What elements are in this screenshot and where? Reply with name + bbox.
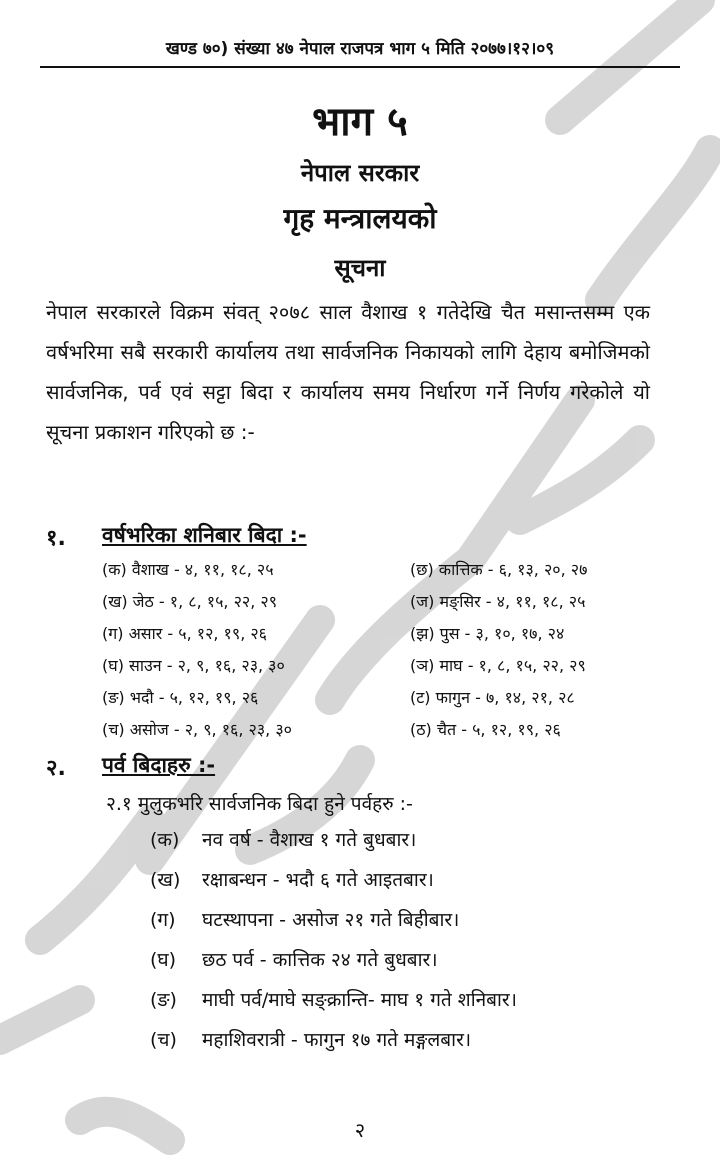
saturday-entry: (ट) फागुन - ७, १४, २१, २८: [410, 688, 575, 707]
government-heading: नेपाल सरकार: [300, 159, 420, 187]
list-item: [150, 906, 690, 946]
list-marker: (घ): [150, 949, 177, 971]
header-rule: [40, 66, 680, 68]
section-2-number: २.: [46, 756, 66, 781]
list-marker: (च): [150, 1029, 177, 1051]
notice-title: सूचना: [334, 254, 386, 282]
saturday-entry: (च) असोज - २, ९, १६, २३, ३०: [102, 720, 292, 739]
section-1-title: वर्षभरिका शनिबार बिदा :-: [102, 523, 307, 547]
section-2-title: पर्व बिदाहरु :-: [102, 753, 216, 777]
gazette-header: खण्ड ७०) संख्या ४७ नेपाल राजपत्र भाग ५ मिति २०७७।१२।०९: [165, 39, 555, 59]
list-item: [150, 1026, 690, 1066]
intro-paragraph: नेपाल सरकारले विक्रम संवत् २०७८ साल वैशाख १ गतेदेखि चैत मसान्तसम्म एक वर्षभरिमा सबै सरकारी कार्यालय तथा सार्वजनिक निकायको लागि देहाय बमोजिमको सार्वजनिक, पर्व एवं सट्टा बिदा र कार्यालय समय निर्धारण गर्ने निर्णय गरेकोले यो सूचना प्रकाशन गरिएको छ :-: [46, 300, 650, 444]
festival-text: नव वर्ष - वैशाख १ गते बुधबार।: [202, 829, 417, 851]
list-item: [102, 590, 682, 622]
festival-text: माघी पर्व/माघे सङ्क्रान्ति- माघ १ गते शनिबार।: [202, 989, 517, 1011]
saturday-holiday-list: [102, 558, 682, 750]
list-item: [102, 558, 682, 590]
saturday-entry: (ज) मङ्सिर - ४, ११, १८, २५: [410, 592, 586, 611]
list-item: [150, 826, 690, 866]
section-1-number: १.: [46, 526, 66, 551]
festival-text: रक्षाबन्धन - भदौ ६ गते आइतबार।: [202, 869, 434, 891]
saturday-entry: (ठ) चैत - ५, १२, १९, २६: [410, 720, 561, 739]
festival-text: घटस्थापना - असोज २१ गते बिहीबार।: [202, 909, 460, 931]
saturday-entry: (ङ) भदौ - ५, १२, १९, २६: [102, 688, 259, 707]
saturday-entry: (घ) साउन - २, ९, १६, २३, ३०: [102, 656, 285, 675]
list-item: [102, 654, 682, 686]
saturday-entry: (ञ) माघ - १, ८, १५, २२, २९: [410, 656, 586, 675]
list-item: [102, 686, 682, 718]
ministry-heading: गृह मन्त्रालयको: [283, 202, 437, 235]
saturday-entry: (क) वैशाख - ४, ११, १८, २५: [102, 560, 274, 579]
festival-holiday-list: [150, 826, 690, 1066]
festival-text: महाशिवरात्री - फागुन १७ गते मङ्गलबार।: [202, 1029, 472, 1051]
subsection-heading: २.१ मुलुकभरि सार्वजनिक बिदा हुने पर्वहरु :-: [106, 793, 413, 815]
page-number: २: [354, 1118, 366, 1142]
list-item: [102, 622, 682, 654]
list-item: [150, 946, 690, 986]
saturday-entry: (झ) पुस - ३, १०, १७, २४: [410, 624, 565, 643]
list-item: [102, 718, 682, 750]
list-marker: (ग): [150, 909, 176, 931]
saturday-entry: (ग) असार - ५, १२, १९, २६: [102, 624, 268, 643]
saturday-entry: (छ) कात्तिक - ६, १३, २०, २७: [410, 560, 588, 579]
list-item: [150, 986, 690, 1026]
saturday-entry: (ख) जेठ - १, ८, १५, २२, २९: [102, 592, 278, 611]
list-marker: (ङ): [150, 989, 177, 1011]
list-marker: (ख): [150, 869, 181, 891]
part-title: भाग ५: [312, 99, 408, 145]
list-marker: (क): [150, 829, 180, 851]
festival-text: छठ पर्व - कात्तिक २४ गते बुधबार।: [202, 949, 438, 971]
list-item: [150, 866, 690, 906]
